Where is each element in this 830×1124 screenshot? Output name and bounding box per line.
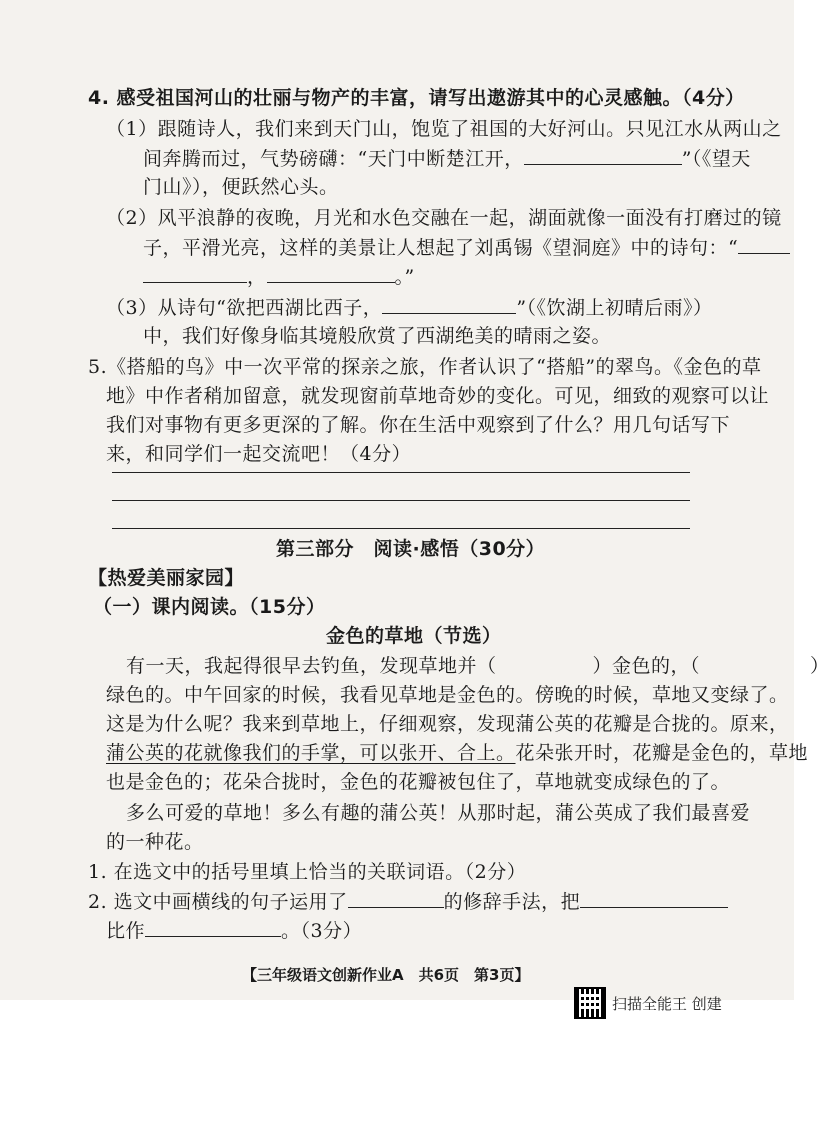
rq2-text-c2: 。（3分）	[281, 920, 363, 942]
q4-part3-text-b: ”（《饮湖上初晴后雨》）	[516, 297, 713, 319]
q4-answer-blank-5[interactable]	[382, 295, 516, 314]
q4-part3-line1	[106, 295, 713, 320]
reading-subsection-title: （一）课内阅读。（15分）	[93, 596, 326, 618]
q4-part1-line3: 门山》），便跃然心头。	[143, 176, 339, 198]
passage-p1-line3: 这是为什么呢？我来到草地上，仔细观察，发现蒲公英的花瓣是合拢的。原来，	[106, 713, 789, 735]
q4-part2-end: 。”	[394, 266, 415, 288]
q5-answer-line-2[interactable]	[112, 500, 690, 501]
passage-p2-line1: 多么可爱的草地！多么有趣的蒲公英！从那时起，蒲公英成了我们最喜爱	[126, 802, 751, 824]
q5-line3: 我们对事物有更多更深的了解。你在生活中观察到了什么？用几句话写下	[106, 414, 731, 436]
passage-text-a: 有一天，我起得很早去钓鱼，发现草地并（	[126, 655, 497, 677]
q4-part2-line3	[143, 264, 415, 289]
q5-line1: 5.《搭船的鸟》中一次平常的探亲之旅，作者认识了“搭船”的翠鸟。《金色的草	[88, 356, 762, 378]
q5-answer-line-1[interactable]	[112, 472, 690, 473]
q4-answer-blank-1[interactable]	[524, 146, 682, 165]
q4-part1-line1: （1）跟随诗人，我们来到天门山，饱览了祖国的大好河山。只见江水从两山之	[106, 118, 782, 140]
section-title: 【热爱美丽家园】	[88, 567, 245, 589]
q4-part2-line2	[143, 235, 790, 260]
q4-answer-blank-3[interactable]	[143, 264, 247, 283]
q5-answer-line-3[interactable]	[112, 528, 690, 529]
q4-part2-comma: ，	[247, 266, 267, 288]
reading-question-1: 1. 在选文中的括号里填上恰当的关联词语。（2分）	[88, 861, 527, 883]
q4-part3-line2: 中，我们好像身临其境般欣赏了西湖绝美的晴雨之姿。	[143, 325, 612, 347]
q4-answer-blank-4[interactable]	[267, 264, 395, 283]
rhetoric-answer-blank[interactable]	[348, 889, 444, 908]
compared-object-blank[interactable]	[580, 889, 728, 908]
rq2-text-a: 2. 选文中画横线的句子运用了	[88, 891, 348, 913]
page-footer: 【三年级语文创新作业A 共6页 第3页】	[242, 966, 530, 984]
passage-p2-line2: 的一种花。	[106, 831, 204, 853]
compared-to-blank[interactable]	[145, 918, 281, 937]
q5-line4: 来，和同学们一起交流吧！（4分）	[106, 443, 412, 465]
q4-part1-text-b: ”（《望天	[681, 148, 751, 170]
q4-part2-text: 子，平滑光亮，这样的美景让人想起了刘禹锡《望洞庭》中的诗句：“	[143, 237, 739, 259]
passage-p1-line2: 绿色的。中午回家的时候，我看见草地是金色的。傍晚的时候，草地又变绿了。	[106, 684, 789, 706]
passage-p1-line4	[106, 741, 808, 765]
passage-p1-line1	[126, 654, 830, 678]
q4-part1-text-a: 间奔腾而过，气势磅礴：“天门中断楚江开，	[143, 148, 524, 170]
rq2-text-b: 的修辞手法，把	[443, 891, 581, 913]
q4-answer-blank-2[interactable]	[738, 235, 790, 254]
qr-code-icon	[574, 987, 606, 1019]
q4-title: 4. 感受祖国河山的壮丽与物产的丰富，请写出遨游其中的心灵感触。（4分）	[88, 87, 745, 109]
q4-part1-line2	[143, 146, 751, 171]
part3-heading: 第三部分 阅读·感悟（30分）	[276, 538, 546, 560]
passage-text-d: 花朵张开时，花瓣是金色的，草地	[515, 742, 809, 764]
underlined-sentence: 蒲公英的花就像我们的手掌，可以张开、合上。	[106, 742, 516, 764]
q4-part2-line1: （2）风平浪静的夜晚，月光和水色交融在一起，湖面就像一面没有打磨过的镜	[106, 207, 782, 229]
q5-line2: 地》中作者稍加留意，就发现窗前草地奇妙的变化。可见，细致的观察可以让	[106, 385, 770, 407]
reading-question-2-cont	[106, 918, 362, 943]
q4-part3-text-a: （3）从诗句“欲把西湖比西子，	[106, 297, 383, 319]
passage-p1-line5: 也是金色的；花朵合拢时，金色的花瓣被包住了，草地就变成绿色的了。	[106, 771, 731, 793]
passage-text-b: ）金色的，（	[592, 655, 701, 677]
passage-text-c: ）	[810, 655, 830, 677]
passage-title: 金色的草地（节选）	[326, 625, 502, 647]
rq2-text-c1: 比作	[106, 920, 146, 942]
reading-question-2	[88, 889, 728, 914]
scanner-watermark: 扫描全能王 创建	[612, 995, 722, 1013]
